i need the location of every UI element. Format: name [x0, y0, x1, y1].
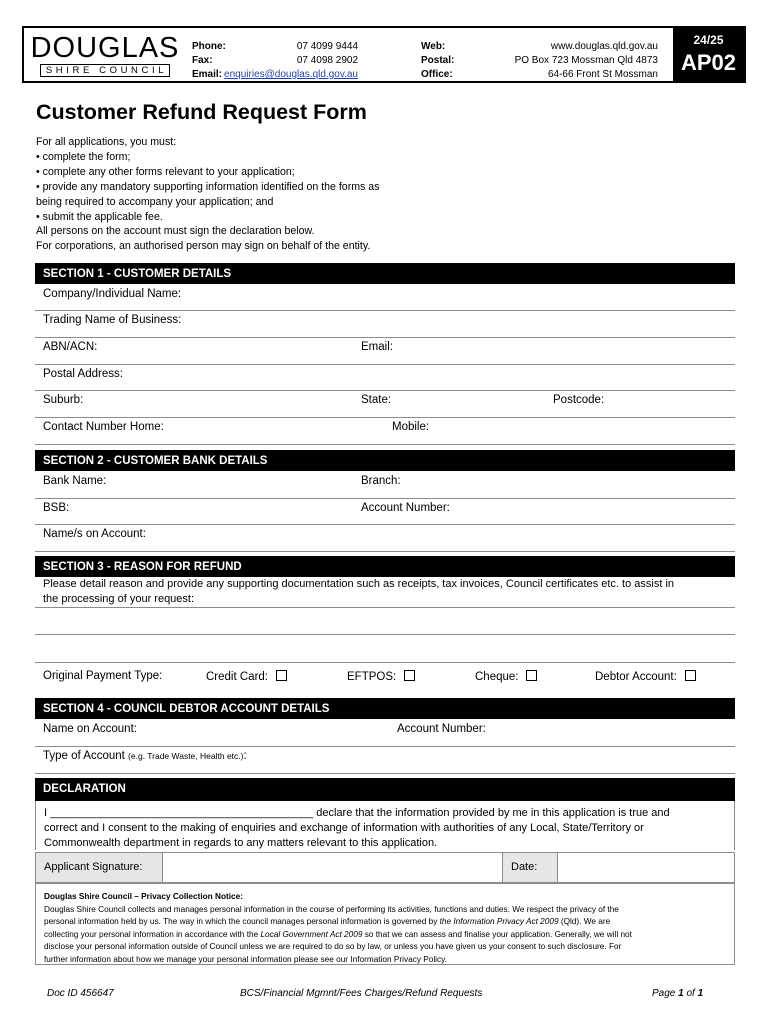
- debtor-account-checkbox[interactable]: [685, 670, 696, 681]
- date-label: Date:: [503, 853, 558, 882]
- form-year: 24/25: [693, 33, 724, 47]
- postal-label: Postal:: [421, 55, 455, 66]
- company-name-field[interactable]: [35, 285, 735, 311]
- bsb-account-row: [35, 499, 735, 525]
- intro-line: All persons on the account must sign the declaration below.: [36, 225, 315, 238]
- eftpos-label: EFTPOS:: [347, 671, 397, 683]
- debtor-account-label: Debtor Account:: [595, 671, 677, 683]
- office-label: Office:: [421, 69, 453, 80]
- office-value: 64-66 Front St Mossman: [547, 69, 658, 80]
- privacy-text: collecting your personal information in accordance with the: [44, 929, 261, 939]
- instruction-line: the processing of your request:: [43, 593, 195, 605]
- cheque-checkbox[interactable]: [526, 670, 537, 681]
- page-prefix: Page: [652, 988, 679, 999]
- intro-line: • provide any mandatory supporting information identified on the forms as: [36, 180, 380, 193]
- postcode-label: Postcode:: [553, 394, 605, 406]
- applicant-signature-label: Applicant Signature:: [36, 853, 163, 882]
- instruction-line: Please detail reason and provide any supporting documentation such as receipts, tax invoices, Council certificates etc. to assist in: [43, 578, 675, 590]
- phone-label: Phone:: [192, 41, 226, 52]
- web-label: Web:: [421, 41, 446, 52]
- declaration-line: correct and I consent to the making of enquiries and exchange of information with authorities of any Local, State/Territory or: [44, 822, 644, 835]
- web-value: www.douglas.qld.gov.au: [550, 41, 658, 52]
- declaration-heading: DECLARATION: [35, 778, 735, 801]
- declaration-line: I ___________________________________________ declare that the information provided by me in this application is true and: [44, 807, 670, 819]
- privacy-notice: [35, 883, 735, 965]
- mobile-label: Mobile:: [392, 421, 430, 433]
- debtor-name-account-row: [35, 720, 735, 747]
- account-number-label: Account Number:: [361, 502, 450, 514]
- intro-line: being required to accompany your application; and: [36, 195, 274, 208]
- contact-home-label: Contact Number Home:: [43, 421, 164, 433]
- applicant-signature-field[interactable]: [163, 853, 503, 882]
- bank-branch-row: [35, 472, 735, 499]
- intro-line: For all applications, you must:: [36, 136, 177, 148]
- credit-card-checkbox[interactable]: [276, 670, 287, 681]
- section1-heading: SECTION 1 - CUSTOMER DETAILS: [35, 263, 735, 284]
- privacy-text: (Qld). We are: [558, 917, 611, 927]
- signature-row: [35, 852, 735, 883]
- company-name-label: Company/Individual Name:: [43, 288, 182, 300]
- reason-line[interactable]: [35, 607, 735, 608]
- bank-name-label: Bank Name:: [43, 475, 107, 487]
- payment-type-row: [35, 663, 735, 693]
- privacy-line: [44, 916, 727, 929]
- privacy-text: personal information held by us. The way in which the council manages personal information is governed by: [44, 917, 440, 927]
- type-of-account-colon: :: [243, 750, 247, 762]
- contact-details: [186, 28, 673, 81]
- footer-doc-id: Doc ID 456647: [47, 988, 114, 999]
- page-total: 1: [697, 988, 704, 999]
- type-of-account-label: [43, 750, 247, 762]
- state-label: State:: [361, 394, 392, 406]
- page-current: 1: [678, 988, 684, 999]
- privacy-line: disclose your personal information outside of Council unless we are required to do so by law, or unless you have given us your consent to such disclosure. For: [44, 942, 622, 952]
- reason-line[interactable]: [35, 634, 735, 635]
- intro-line: • complete the form;: [36, 150, 131, 163]
- type-of-account-text: Type of Account: [43, 750, 125, 762]
- fax-value: 07 4098 2902: [296, 55, 358, 66]
- form-code: AP02: [680, 50, 737, 75]
- type-of-account-field[interactable]: [35, 747, 735, 774]
- suburb-state-postcode-row: [35, 391, 735, 418]
- intro-line: • submit the applicable fee.: [36, 210, 163, 223]
- logo-subtitle: SHIRE COUNCIL: [40, 64, 170, 77]
- privacy-line: [44, 929, 727, 942]
- fax-label: Fax:: [192, 55, 213, 66]
- postal-value: PO Box 723 Mossman Qld 4873: [514, 55, 658, 66]
- names-on-account-label: Name/s on Account:: [43, 528, 146, 540]
- email-label: Email:: [192, 69, 223, 80]
- privacy-text: so that we can assess and finalise your application. Generally, we will not: [362, 929, 632, 939]
- debtor-account-number-label: Account Number:: [397, 723, 486, 735]
- logo-wordmark: DOUGLAS: [30, 32, 180, 64]
- page-title: Customer Refund Request Form: [36, 100, 367, 124]
- contact-number-row: [35, 418, 735, 445]
- eftpos-checkbox[interactable]: [404, 670, 415, 681]
- payment-type-label: Original Payment Type:: [43, 670, 163, 682]
- debtor-account-option[interactable]: [595, 670, 696, 683]
- name-on-account-label: Name on Account:: [43, 723, 137, 735]
- refund-reason-instructions: [43, 577, 674, 607]
- email-field-label: Email:: [361, 341, 393, 353]
- type-of-account-hint: (e.g. Trade Waste, Health etc.): [128, 751, 244, 761]
- section2-heading: SECTION 2 - CUSTOMER BANK DETAILS: [35, 450, 735, 471]
- page-of: of: [683, 988, 698, 999]
- cheque-option[interactable]: [475, 670, 537, 683]
- suburb-label: Suburb:: [43, 394, 84, 406]
- local-government-act-title: Local Government Act 2009: [260, 929, 363, 939]
- footer-page-number: [652, 988, 703, 999]
- branch-label: Branch:: [361, 475, 401, 487]
- privacy-title: Douglas Shire Council – Privacy Collection Notice:: [44, 892, 243, 901]
- email-link[interactable]: enquiries@douglas.qld.gov.au: [224, 69, 358, 80]
- privacy-line: Douglas Shire Council collects and manages personal information in the course of performing its activities, functions and duties. We respect the privacy of the: [44, 904, 619, 914]
- cheque-label: Cheque:: [475, 671, 519, 683]
- declaration-text: [35, 801, 735, 850]
- trading-name-label: Trading Name of Business:: [43, 314, 182, 326]
- form-code-box: [673, 28, 744, 81]
- abn-label: ABN/ACN:: [43, 341, 98, 353]
- bsb-label: BSB:: [43, 502, 70, 514]
- privacy-line: further information about how we manage your personal information please see our Information Privacy Policy.: [44, 954, 447, 964]
- footer-path: BCS/Financial Mgmnt/Fees Charges/Refund Requests: [240, 988, 483, 999]
- privacy-act-title: the Information Privacy Act 2009: [439, 917, 559, 927]
- section4-heading: SECTION 4 - COUNCIL DEBTOR ACCOUNT DETAILS: [35, 698, 735, 719]
- intro-line: For corporations, an authorised person may sign on behalf of the entity.: [36, 240, 371, 253]
- intro-line: • complete any other forms relevant to your application;: [36, 165, 295, 178]
- postal-address-label: Postal Address:: [43, 368, 123, 380]
- trading-name-field[interactable]: [35, 311, 735, 338]
- postal-address-field[interactable]: [35, 365, 735, 391]
- phone-value: 07 4099 9444: [296, 41, 358, 52]
- form-header: [22, 26, 746, 83]
- credit-card-option[interactable]: [206, 670, 287, 683]
- section3-heading: SECTION 3 - REASON FOR REFUND: [35, 556, 735, 577]
- council-logo: [24, 28, 186, 81]
- eftpos-option[interactable]: [347, 670, 415, 683]
- credit-card-label: Credit Card:: [206, 671, 268, 683]
- date-field[interactable]: [558, 853, 734, 882]
- declaration-line: Commonwealth department in regards to any matters relevant to this application.: [44, 837, 438, 850]
- intro-instructions: [36, 135, 466, 254]
- abn-email-row: [35, 338, 735, 365]
- names-on-account-field[interactable]: [35, 525, 735, 552]
